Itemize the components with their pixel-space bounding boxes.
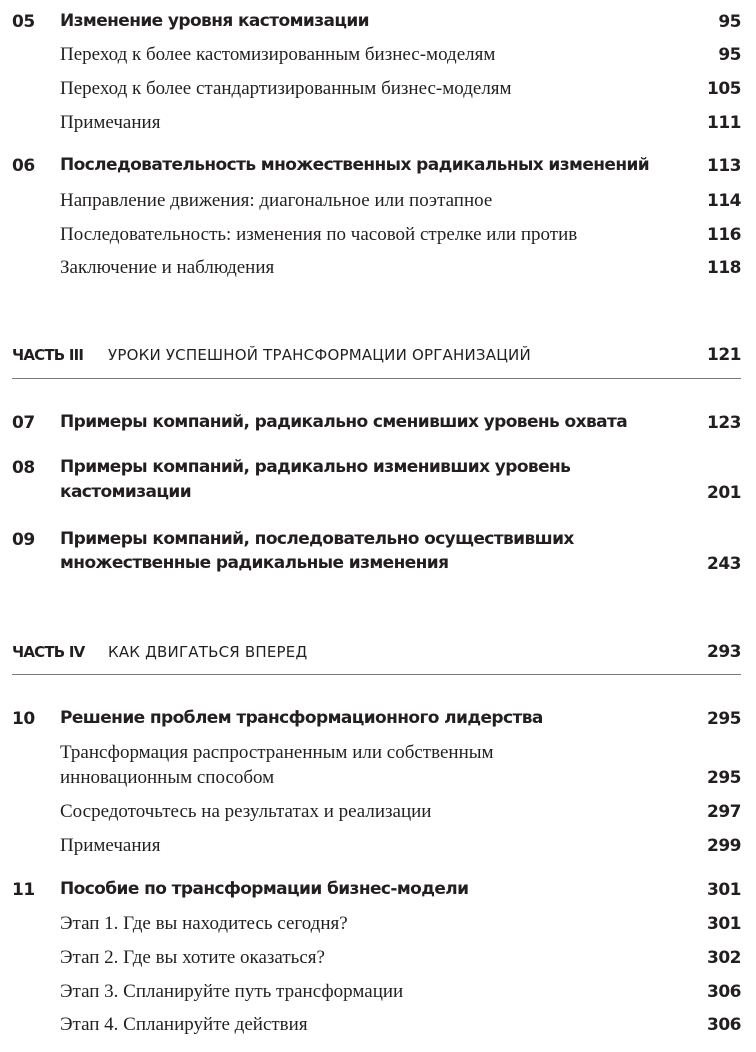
- page-number: 293: [707, 642, 741, 662]
- chapter-number: 11: [12, 880, 35, 900]
- section-title[interactable]: Этап 1. Где вы находитесь сегодня?: [60, 913, 348, 934]
- page-number: 113: [707, 156, 741, 176]
- page-number: 297: [707, 802, 741, 822]
- part-divider: [12, 674, 741, 675]
- chapter-number: 10: [12, 709, 35, 729]
- chapter-number: 09: [12, 530, 35, 550]
- section-title[interactable]: Трансформация распространенным или собственным: [60, 742, 494, 763]
- chapter-title-continuation[interactable]: кастомизации: [60, 482, 191, 502]
- section-title[interactable]: Переход к более стандартизированным бизнес-моделям: [60, 78, 512, 99]
- section-title[interactable]: Сосредоточьтесь на результатах и реализации: [60, 801, 432, 822]
- section-title[interactable]: Этап 3. Спланируйте путь трансформации: [60, 981, 404, 1002]
- chapter-number: 08: [12, 458, 35, 478]
- page-number: 306: [707, 982, 741, 1002]
- section-title[interactable]: Примечания: [60, 112, 161, 133]
- chapter-title[interactable]: Примеры компаний, радикально сменивших уровень охвата: [60, 412, 628, 432]
- section-title[interactable]: Этап 2. Где вы хотите оказаться?: [60, 947, 325, 968]
- chapter-title-continuation[interactable]: множественные радикальные изменения: [60, 553, 449, 573]
- part-divider: [12, 378, 741, 379]
- chapter-number: 07: [12, 413, 35, 433]
- page-number: 295: [707, 768, 741, 788]
- chapter-title[interactable]: Последовательность множественных радикальных изменений: [60, 155, 650, 175]
- section-title[interactable]: Переход к более кастомизированным бизнес-моделям: [60, 44, 496, 65]
- page-number: 111: [707, 113, 741, 133]
- page-number: 121: [707, 345, 741, 365]
- chapter-title[interactable]: Изменение уровня кастомизации: [60, 11, 369, 31]
- page-number: 301: [707, 914, 741, 934]
- section-title[interactable]: Этап 4. Спланируйте действия: [60, 1014, 308, 1035]
- page-number: 306: [707, 1015, 741, 1035]
- chapter-title[interactable]: Примеры компаний, последовательно осуществивших: [60, 529, 574, 549]
- part-label: ЧАСТЬ III: [12, 346, 84, 364]
- page-number: 114: [707, 191, 741, 211]
- page-number: 95: [718, 45, 741, 65]
- section-title[interactable]: Примечания: [60, 835, 161, 856]
- section-title[interactable]: Последовательность: изменения по часовой стрелке или против: [60, 224, 578, 245]
- chapter-title[interactable]: Пособие по трансформации бизнес-модели: [60, 879, 469, 899]
- page-number: 116: [707, 225, 741, 245]
- section-title[interactable]: Заключение и наблюдения: [60, 257, 275, 278]
- chapter-number: 06: [12, 156, 35, 176]
- chapter-title[interactable]: Решение проблем трансформационного лидерства: [60, 708, 543, 728]
- page-number: 299: [707, 836, 741, 856]
- chapter-number: 05: [12, 12, 35, 32]
- page-number: 243: [707, 554, 741, 574]
- part-label: ЧАСТЬ IV: [12, 643, 85, 661]
- page-number: 95: [718, 12, 741, 32]
- section-title-continuation[interactable]: инновационным способом: [60, 767, 275, 788]
- page-number: 105: [707, 79, 741, 99]
- page-number: 118: [707, 258, 741, 278]
- page-number: 301: [707, 880, 741, 900]
- page-number: 201: [707, 483, 741, 503]
- page-number: 295: [707, 709, 741, 729]
- page-number: 123: [707, 413, 741, 433]
- section-title[interactable]: Направление движения: диагональное или поэтапное: [60, 190, 493, 211]
- part-title[interactable]: УРОКИ УСПЕШНОЙ ТРАНСФОРМАЦИИ ОРГАНИЗАЦИЙ: [108, 346, 531, 364]
- chapter-title[interactable]: Примеры компаний, радикально изменивших уровень: [60, 457, 571, 477]
- part-title[interactable]: КАК ДВИГАТЬСЯ ВПЕРЕД: [108, 643, 308, 661]
- page-number: 302: [707, 948, 741, 968]
